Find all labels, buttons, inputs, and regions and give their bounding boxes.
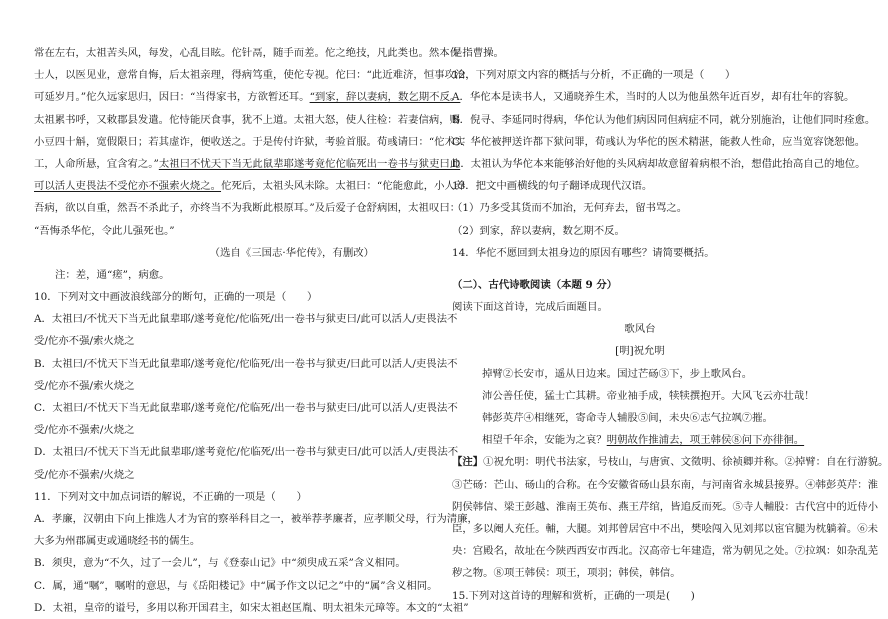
footnote: 注：差，通“瘥”，病愈。: [55, 268, 170, 281]
right-column: [452, 42, 888, 607]
question-13: 13．把文中画横线的句子翻译成现代汉语。: [452, 180, 653, 193]
q11-option-d: D．太祖，皇帝的谥号，多用以称开国君主，如宋太祖赵匡胤、明太祖朱元璋等。本文的“太祖”: [34, 601, 469, 614]
underlined-poem-line: 明朝故作推浦去，项王韩侯⑧问下亦徘徊。: [606, 434, 805, 447]
q11-option-a-cont: 大多为州郡属吏或通晓经书的儒生。: [34, 535, 201, 548]
passage-line: 可以活人吏畏法不受佗亦不强索火烧之。佗死后，太祖头风未除。太祖曰：“佗能愈此，小人养: [34, 180, 466, 193]
poem-title: 歌风台: [624, 323, 656, 336]
wavy-underlined-sentence: 可以活人吏畏法不受佗亦不强索火烧之。: [34, 180, 222, 193]
passage-line: 小豆四十斛，宽假限日；若其虚诈，便收送之。于是传付许狱，考验首服。荀彧请曰：“佗术实: [34, 135, 466, 148]
poem-line: 沛公善任使，猛士亡其耕。帝业袖手成，犊犊撰抱开。大风飞云亦壮哉！: [482, 389, 815, 402]
q10-option-c-cont: 受/佗亦不强索/火烧之: [34, 424, 135, 437]
q10-option-c: C．太祖曰/不忧天下当无此鼠辈耶/遂考竟佗/佗临死/出一卷书与狱吏曰/此可以活人/吏畏法不: [34, 402, 458, 414]
q11-option-a: A．孝廉，汉朝由下向上推选人才为官的察举科目之一，被举荐孝廉者，应孝顺父母，行为清廉，: [34, 512, 478, 525]
notes-label: 【注】: [452, 456, 484, 469]
instruction: 阅读下面这首诗，完成后面题目。: [452, 301, 608, 314]
q11-option-b: B．须臾，意为“不久，过了一会儿”，与《登泰山记》中“须臾成五采”含义相同。: [34, 557, 406, 570]
question-12: 12．下列对原文内容的概括与分析，不正确的一项是（ ）: [452, 69, 736, 82]
wavy-underlined-sentence: 太祖曰不忧天下当无此鼠辈耶遂考竟佗佗临死出一卷书与狱吏曰此: [158, 157, 461, 170]
q10-option-d-cont: 受/佗亦不强索/火烧之: [34, 468, 135, 481]
passage-line: 太祖累书呼，又敕郡县发遣。佗恃能厌食事，犹不上道。太祖大怒，使人往检：若妻信病，赐: [34, 113, 461, 126]
poem-author: [明]祝允明: [615, 345, 665, 358]
poem-line: 相望千年余，安能为之哀？明朝故作推浦去，项王韩侯⑧问下亦徘徊。: [482, 434, 805, 447]
passage-line: 可延岁月。”佗久远家思归，因曰：“当得家书，方欲暂还耳。“到家，辞以妻病，数乞期不反。: [34, 91, 461, 104]
poem-line: 掉臂②长安市，遥从日边来。国过芒砀③下，步上歌风台。: [482, 367, 753, 380]
question-11: 11．下列对文中加点词语的解说，不正确的一项是（ ）: [34, 490, 307, 503]
passage-line: 工，人命所悬，宜含宥之。”太祖曰不忧天下当无此鼠辈耶遂考竟佗佗临死出一卷书与狱吏曰此: [34, 157, 461, 170]
passage-line: 吾病，欲以自重，然吾不杀此子，亦终当不为我断此根原耳。”及后爱子仓舒病困，太祖叹曰：: [34, 202, 461, 215]
notes-line: 秽之物。⑧项王韩侯：项王，项羽；韩侯，韩信。: [452, 567, 681, 580]
notes-line: 央：宫殿名，故址在今陕西西安市西北。汉高帝七年建造，常为朝见之处。⑦拉飒：如杂乱芜: [452, 545, 879, 558]
underlined-sentence: “到家，辞以妻病，数乞期不反。: [309, 91, 461, 104]
passage-line: 常在左右，太祖苦头风，每发，心乱目眩。佗针鬲，随手而差。佗之绝技，凡此类也。然本作: [34, 47, 461, 59]
q12-option-b: B．倪寻、李延同时得病，华佗认为他们病因同但病症不同，就分别施治，让他们同时痊愈。: [452, 113, 876, 126]
q12-option-a: A．华佗本是读书人，又通晓养生术，当时的人以为他虽然年近百岁，却有壮年的容貌。: [452, 91, 855, 104]
q12-option-d: D．太祖认为华佗本来能够治好他的头风病却故意留着病根不治，想借此抬高自己的地位。: [452, 157, 866, 170]
section-title: （二）、古代诗歌阅读（本题 9 分）: [452, 278, 618, 291]
question-14: 14．华佗不愿回到太祖身边的原因有哪些？请简要概括。: [452, 246, 715, 259]
q11-option-c: C．属，通“嘱”，嘱咐的意思，与《岳阳楼记》中“属予作文以记之”中的“属”含义相同。: [34, 579, 438, 592]
question-10: 10．下列对文中画波浪线部分的断句，正确的一项是（ ）: [34, 291, 318, 304]
passage-line: “吾悔杀华佗，令此儿强死也。”: [34, 224, 175, 237]
notes-line: ③芒砀：芒山、砀山的合称。在今安徽省砀山县东南，与河南省永城县接界。④韩彭英芹：淮: [452, 478, 879, 491]
passage-line: 士人，以医见业，意常自悔，后太祖亲理，得病笃重，使佗专视。佗曰：“此近难济，恒事攻治，: [34, 69, 476, 82]
notes-line: 阴侯韩信、梁王彭越、淮南王英布、燕王芹绾，皆追反而死。⑤寺人輔股：古代宫中的近侍小: [452, 500, 879, 513]
q13-item-2: （2）到家，辞以妻病，数乞期不反。: [452, 224, 625, 237]
q11-option-d-cont: 是指曹操。: [452, 47, 504, 59]
notes-line: 臣，多以阉人充任。輔，大腿。刘邦曾居宫中不出，樊哙闯入见刘邦以宦官腿为枕躺着。⑥未: [452, 522, 879, 535]
q10-option-b: B．太祖曰/不忧天下当无此鼠辈耶/遂考竟佗/佗临死/出一卷书与狱吏/曰此可以活人/吏畏法不: [34, 357, 458, 370]
q10-option-b-cont: 受/佗亦不强/索火烧之: [34, 379, 135, 392]
question-15: 15.下列对这首诗的理解和赏析，正确的一项是( ): [452, 589, 695, 602]
q10-option-d: D．太祖曰/不忧天下当无此鼠辈耶/遂考竟佗/佗临死/出一卷书与狱吏曰/此可以活人/吏畏法不: [34, 446, 459, 459]
q13-item-1: （1）乃多受其货而不加治，无何弃去，留书骂之。: [452, 202, 688, 215]
poem-line: 韩彭英芹④相继死，寄命寺人辅股⑤间，未央⑥志气拉飒⑦摧。: [482, 412, 773, 424]
q12-option-c: C．华佗被押送许都下狱问罪，荀彧认为华佗的医术精湛，能救人性命，应当宽容饶恕他。: [452, 135, 866, 148]
source-citation: （选自《三国志·华佗传》，有删改）: [209, 246, 374, 259]
q10-option-a-cont: 受/佗亦不强/索火烧之: [34, 335, 135, 348]
notes-line: 【注】①祝允明：明代书法家，号枝山，与唐寅、文徵明、徐祯卿并称。②掉臂：自在行游貌。: [452, 456, 888, 469]
q10-option-a: A．太祖曰/不忧天下当无此鼠辈耶/遂考竟佗/佗临死/出一卷书与狱吏曰/此可以活人/吏畏法不: [34, 313, 458, 326]
